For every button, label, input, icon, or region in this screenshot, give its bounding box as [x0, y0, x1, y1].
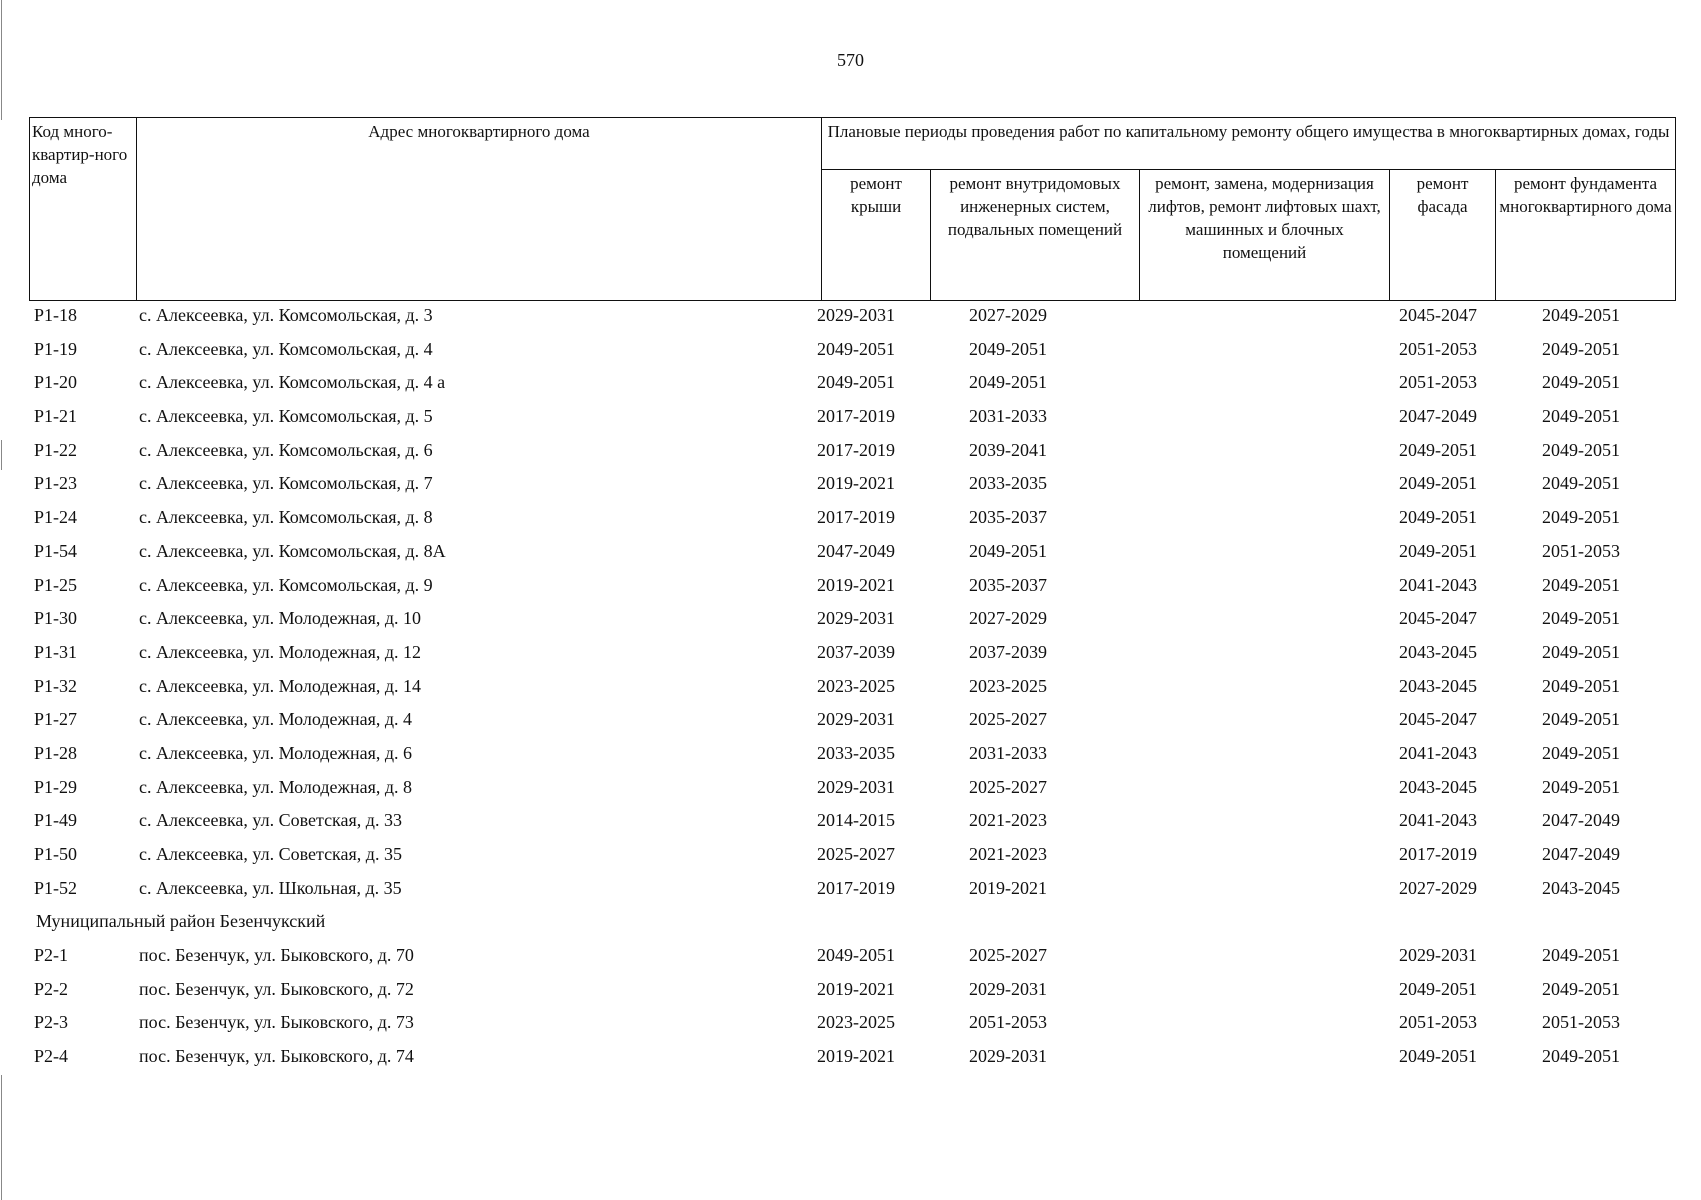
table-row	[29, 403, 1675, 437]
cell-engineering: 2021-2023	[969, 810, 1047, 831]
cell-engineering: 2049-2051	[969, 540, 1047, 561]
cell-foundation: 2051-2053	[1542, 540, 1620, 561]
cell-foundation: 2047-2049	[1542, 810, 1620, 831]
cell-engineering: 2033-2035	[969, 473, 1047, 494]
table-row	[29, 1043, 1675, 1077]
cell-roof: 2019-2021	[817, 574, 895, 595]
cell-address: с. Алексеевка, ул. Комсомольская, д. 4	[139, 338, 433, 359]
cell-address: пос. Безенчук, ул. Быковского, д. 73	[139, 1012, 414, 1033]
cell-foundation: 2049-2051	[1542, 742, 1620, 763]
cell-roof: 2037-2039	[817, 641, 895, 662]
cell-foundation: 2049-2051	[1542, 978, 1620, 999]
cell-foundation: 2049-2051	[1542, 338, 1620, 359]
scan-margin-line	[1, 440, 2, 470]
cell-code: Р2-3	[34, 1012, 69, 1033]
cell-code: Р1-23	[34, 473, 78, 494]
table-row	[29, 336, 1675, 370]
cell-address: пос. Безенчук, ул. Быковского, д. 70	[139, 945, 414, 966]
cell-roof: 2029-2031	[817, 608, 895, 629]
cell-address: с. Алексеевка, ул. Молодежная, д. 8	[139, 776, 413, 797]
cell-roof: 2023-2025	[817, 675, 895, 696]
table-header	[29, 117, 1676, 301]
cell-facade: 2047-2049	[1399, 406, 1477, 427]
table-body	[29, 302, 1675, 1077]
cell-code: Р1-31	[34, 641, 78, 662]
cell-foundation: 2049-2051	[1542, 574, 1620, 595]
cell-code: Р1-52	[34, 877, 78, 898]
cell-engineering: 2039-2041	[969, 439, 1047, 460]
table-row	[29, 369, 1675, 403]
table-row	[29, 706, 1675, 740]
cell-facade: 2049-2051	[1399, 1046, 1477, 1067]
table-row	[29, 437, 1675, 471]
cell-code: Р1-24	[34, 507, 78, 528]
cell-engineering: 2023-2025	[969, 675, 1047, 696]
cell-address: с. Алексеевка, ул. Молодежная, д. 14	[139, 675, 422, 696]
rows-group-1	[29, 302, 1675, 908]
cell-foundation: 2043-2045	[1542, 877, 1620, 898]
table-row	[29, 942, 1675, 976]
cell-foundation: 2049-2051	[1542, 507, 1620, 528]
cell-address: с. Алексеевка, ул. Комсомольская, д. 8	[139, 507, 433, 528]
cell-code: Р1-54	[34, 540, 78, 561]
cell-code: Р1-29	[34, 776, 78, 797]
cell-roof: 2023-2025	[817, 1012, 895, 1033]
header-periods-group: Плановые периоды проведения работ по капитальному ремонту общего имущества в многоквартирных домах, годы	[822, 118, 1676, 170]
section-title-row	[29, 908, 1675, 942]
table-row	[29, 605, 1675, 639]
cell-roof: 2017-2019	[817, 877, 895, 898]
cell-facade: 2049-2051	[1399, 540, 1477, 561]
table-row	[29, 572, 1675, 606]
cell-engineering: 2029-2031	[969, 978, 1047, 999]
table-row	[29, 538, 1675, 572]
header-engineering: ремонт внутридомовых инженерных систем, подвальных помещений	[931, 170, 1140, 301]
cell-address: с. Алексеевка, ул. Комсомольская, д. 4 а	[139, 372, 446, 393]
cell-code: Р1-18	[34, 305, 78, 325]
cell-code: Р1-28	[34, 742, 78, 763]
cell-roof: 2019-2021	[817, 473, 895, 494]
header-code: Код много-квартир-ного дома	[30, 118, 137, 301]
cell-roof: 2017-2019	[817, 507, 895, 528]
cell-code: Р1-32	[34, 675, 78, 696]
cell-facade: 2043-2045	[1399, 641, 1477, 662]
cell-code: Р1-27	[34, 709, 78, 730]
cell-engineering: 2031-2033	[969, 406, 1047, 427]
cell-address: с. Алексеевка, ул. Школьная, д. 35	[139, 877, 402, 898]
cell-facade: 2051-2053	[1399, 1012, 1477, 1033]
cell-address: с. Алексеевка, ул. Молодежная, д. 6	[139, 742, 413, 763]
cell-engineering: 2021-2023	[969, 844, 1047, 864]
cell-code: Р1-21	[34, 406, 78, 427]
cell-code: Р1-20	[34, 372, 78, 393]
cell-engineering: 2037-2039	[969, 641, 1047, 662]
cell-roof: 2049-2051	[817, 338, 895, 359]
cell-foundation: 2049-2051	[1542, 305, 1620, 325]
cell-facade: 2045-2047	[1399, 608, 1477, 629]
cell-code: Р1-49	[34, 810, 78, 831]
cell-address: с. Алексеевка, ул. Молодежная, д. 12	[139, 641, 422, 662]
cell-facade: 2041-2043	[1399, 574, 1477, 595]
cell-address: с. Алексеевка, ул. Молодежная, д. 10	[139, 608, 422, 629]
cell-engineering: 2019-2021	[969, 877, 1047, 898]
cell-engineering: 2035-2037	[969, 574, 1047, 595]
table-row	[29, 740, 1675, 774]
cell-address: с. Алексеевка, ул. Комсомольская, д. 3	[139, 305, 433, 325]
table-row	[29, 807, 1675, 841]
cell-address: с. Алексеевка, ул. Комсомольская, д. 5	[139, 406, 433, 427]
table-row	[29, 302, 1675, 336]
table-row	[29, 976, 1675, 1010]
cell-facade: 2049-2051	[1399, 507, 1477, 528]
cell-roof: 2017-2019	[817, 406, 895, 427]
cell-foundation: 2049-2051	[1542, 641, 1620, 662]
cell-code: Р2-1	[34, 945, 69, 966]
cell-roof: 2019-2021	[817, 978, 895, 999]
cell-address: с. Алексеевка, ул. Комсомольская, д. 6	[139, 439, 433, 460]
cell-foundation: 2049-2051	[1542, 608, 1620, 629]
cell-roof: 2025-2027	[817, 844, 895, 864]
cell-roof: 2049-2051	[817, 372, 895, 393]
table-row	[29, 841, 1675, 875]
cell-foundation: 2049-2051	[1542, 372, 1620, 393]
table-row	[29, 470, 1675, 504]
cell-facade: 2017-2019	[1399, 844, 1477, 864]
header-address: Адрес многоквартирного дома	[137, 118, 822, 301]
cell-facade: 2051-2053	[1399, 338, 1477, 359]
cell-address: с. Алексеевка, ул. Комсомольская, д. 9	[139, 574, 433, 595]
table-row	[29, 875, 1675, 909]
cell-engineering: 2031-2033	[969, 742, 1047, 763]
cell-foundation: 2049-2051	[1542, 945, 1620, 966]
table-row	[29, 504, 1675, 538]
cell-foundation: 2049-2051	[1542, 439, 1620, 460]
cell-address: пос. Безенчук, ул. Быковского, д. 74	[139, 1046, 414, 1067]
cell-roof: 2029-2031	[817, 709, 895, 730]
cell-roof: 2049-2051	[817, 945, 895, 966]
cell-roof: 2019-2021	[817, 1046, 895, 1067]
cell-engineering: 2027-2029	[969, 608, 1047, 629]
section-title: Муниципальный район Безенчукский	[36, 911, 326, 932]
cell-facade: 2049-2051	[1399, 473, 1477, 494]
cell-engineering: 2027-2029	[969, 305, 1047, 325]
cell-code: Р2-2	[34, 978, 69, 999]
cell-facade: 2027-2029	[1399, 877, 1477, 898]
cell-code: Р1-25	[34, 574, 78, 595]
header-facade: ремонт фасада	[1390, 170, 1496, 301]
cell-engineering: 2035-2037	[969, 507, 1047, 528]
cell-foundation: 2049-2051	[1542, 709, 1620, 730]
page-number: 570	[837, 50, 864, 70]
cell-foundation: 2051-2053	[1542, 1012, 1620, 1033]
cell-foundation: 2049-2051	[1542, 776, 1620, 797]
cell-facade: 2043-2045	[1399, 776, 1477, 797]
cell-facade: 2049-2051	[1399, 439, 1477, 460]
cell-roof: 2017-2019	[817, 439, 895, 460]
cell-address: с. Алексеевка, ул. Комсомольская, д. 8А	[139, 540, 446, 561]
cell-facade: 2051-2053	[1399, 372, 1477, 393]
cell-engineering: 2029-2031	[969, 1046, 1047, 1067]
table-row	[29, 774, 1675, 808]
cell-facade: 2045-2047	[1399, 305, 1477, 325]
header-lift: ремонт, замена, модернизация лифтов, ремонт лифтовых шахт, машинных и блочных помещений	[1140, 170, 1390, 301]
cell-code: Р1-22	[34, 439, 78, 460]
cell-engineering: 2049-2051	[969, 372, 1047, 393]
cell-facade: 2049-2051	[1399, 978, 1477, 999]
cell-code: Р2-4	[34, 1046, 69, 1067]
cell-facade: 2045-2047	[1399, 709, 1477, 730]
cell-foundation: 2049-2051	[1542, 1046, 1620, 1067]
cell-engineering: 2025-2027	[969, 945, 1047, 966]
scan-margin-line	[1, 1075, 2, 1200]
cell-code: Р1-50	[34, 844, 78, 864]
cell-roof: 2014-2015	[817, 810, 895, 831]
cell-address: с. Алексеевка, ул. Советская, д. 33	[139, 810, 402, 831]
cell-address: пос. Безенчук, ул. Быковского, д. 72	[139, 978, 414, 999]
cell-facade: 2043-2045	[1399, 675, 1477, 696]
cell-facade: 2029-2031	[1399, 945, 1477, 966]
cell-address: с. Алексеевка, ул. Советская, д. 35	[139, 844, 402, 864]
cell-roof: 2033-2035	[817, 742, 895, 763]
cell-foundation: 2047-2049	[1542, 844, 1620, 864]
rows-group-2	[29, 942, 1675, 1077]
cell-code: Р1-30	[34, 608, 78, 629]
cell-engineering: 2049-2051	[969, 338, 1047, 359]
cell-roof: 2047-2049	[817, 540, 895, 561]
cell-facade: 2041-2043	[1399, 742, 1477, 763]
cell-code: Р1-19	[34, 338, 78, 359]
table-row	[29, 639, 1675, 673]
table-row	[29, 673, 1675, 707]
cell-roof: 2029-2031	[817, 305, 895, 325]
cell-foundation: 2049-2051	[1542, 675, 1620, 696]
cell-engineering: 2051-2053	[969, 1012, 1047, 1033]
header-foundation: ремонт фундамента многоквартирного дома	[1496, 170, 1676, 301]
cell-engineering: 2025-2027	[969, 709, 1047, 730]
cell-engineering: 2025-2027	[969, 776, 1047, 797]
cell-address: с. Алексеевка, ул. Молодежная, д. 4	[139, 709, 413, 730]
cell-foundation: 2049-2051	[1542, 473, 1620, 494]
cell-foundation: 2049-2051	[1542, 406, 1620, 427]
cell-roof: 2029-2031	[817, 776, 895, 797]
cell-facade: 2041-2043	[1399, 810, 1477, 831]
cell-address: с. Алексеевка, ул. Комсомольская, д. 7	[139, 473, 433, 494]
header-roof: ремонт крыши	[822, 170, 931, 301]
table-row	[29, 1009, 1675, 1043]
